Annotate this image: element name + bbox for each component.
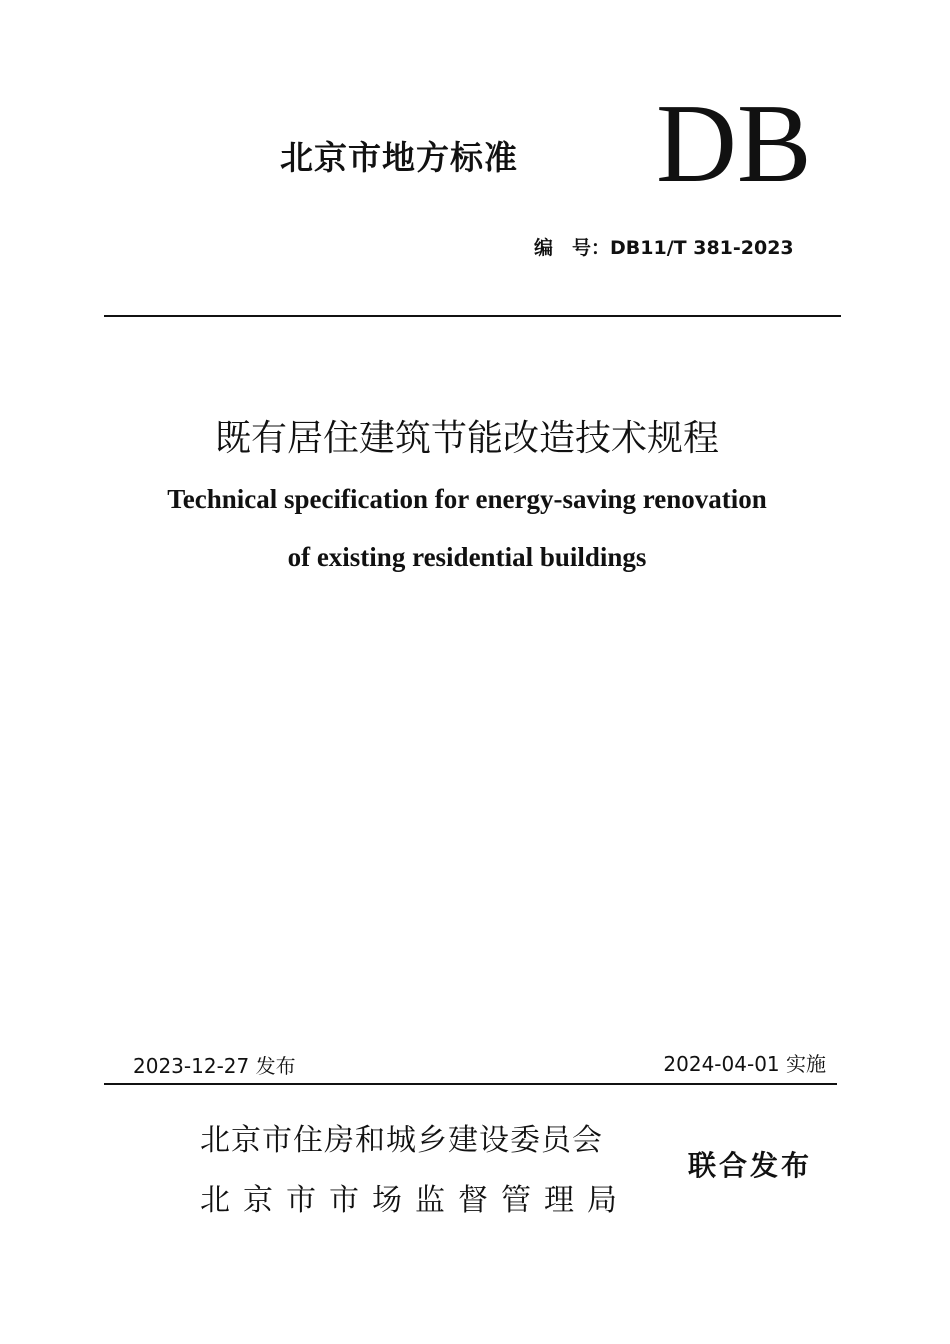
db-mark: DB bbox=[656, 82, 812, 206]
standard-number-value: DB11/T 381-2023 bbox=[610, 237, 794, 259]
implementation-date: 2024-04-01 实施 bbox=[663, 1052, 826, 1076]
standard-number bbox=[534, 233, 794, 260]
standard-number-label: 编 号： bbox=[534, 237, 611, 259]
joint-issue-label: 联合发布 bbox=[688, 1149, 813, 1182]
title-chinese: 既有居住建筑节能改造技术规程 bbox=[214, 418, 719, 459]
issuer-market-regulation: 北京市市场监督管理局 bbox=[200, 1183, 630, 1218]
issue-date: 2023-12-27 发布 bbox=[133, 1054, 296, 1078]
title-english-line-1: Technical specification for energy-saving renovation bbox=[167, 484, 767, 514]
bottom-divider bbox=[104, 1083, 837, 1085]
title-english-line-2: of existing residential buildings bbox=[287, 542, 647, 572]
top-divider bbox=[104, 315, 841, 317]
issuer-housing-commission: 北京市住房和城乡建设委员会 bbox=[200, 1123, 603, 1158]
standard-type-heading: 北京市地方标准 bbox=[280, 138, 518, 177]
